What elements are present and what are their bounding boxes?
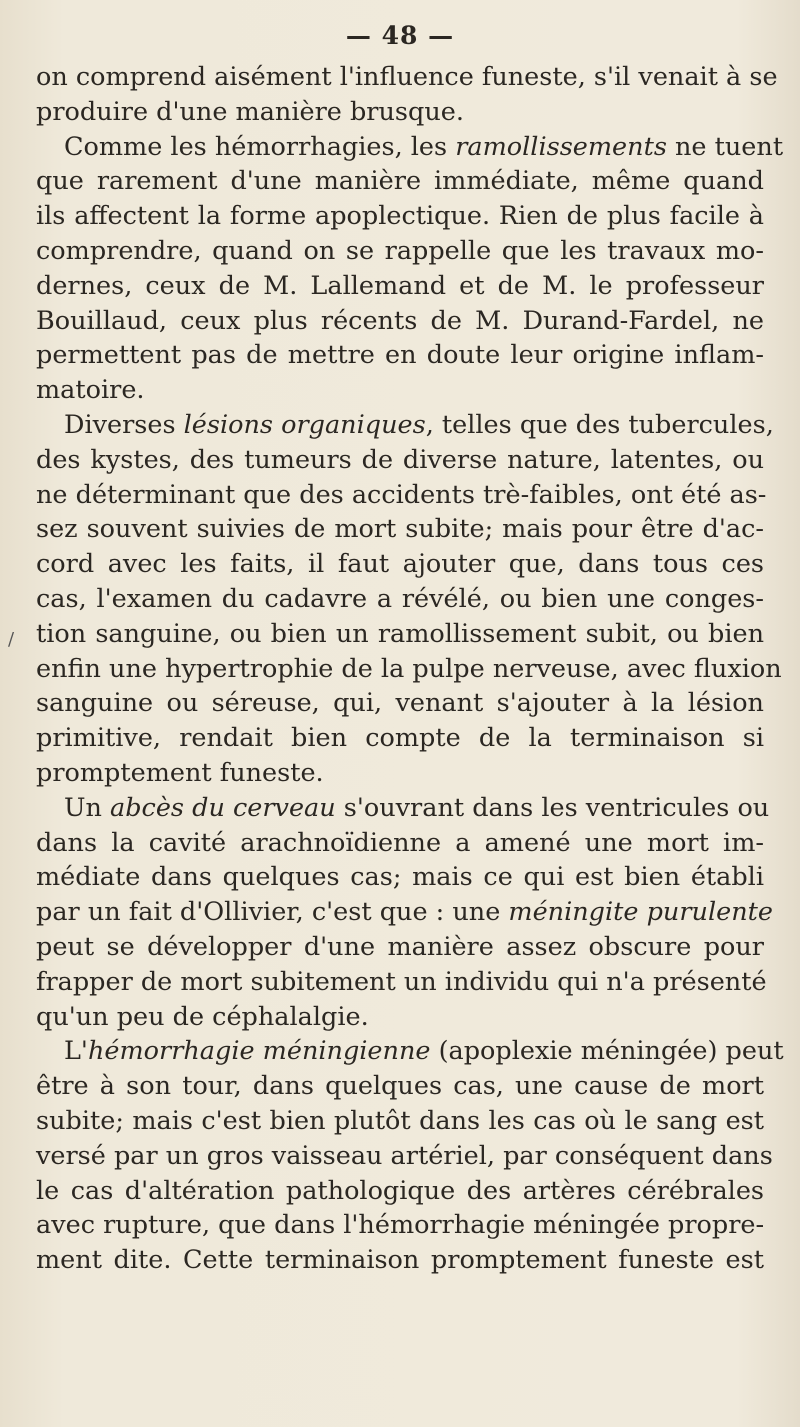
text-line: avec rupture, que dans l'hémorrhagie méningée propre- (36, 1210, 765, 1241)
margin-mark: / (8, 629, 15, 650)
text-line: cas, l'examen du cadavre a révélé, ou bien une conges- (36, 583, 764, 614)
italic-term: abcès du cerveau (110, 792, 336, 823)
text-line: enfin une hypertrophie de la pulpe nerveuse, avec fluxion (36, 653, 782, 684)
text-line: permettent pas de mettre en doute leur origine inflam- (36, 340, 764, 371)
text-line: dans la cavité arachnoïdienne a amené une mort im- (36, 827, 764, 858)
text-line: dernes, ceux de M. Lallemand et de M. le professeur (36, 270, 764, 301)
text-line: tion sanguine, ou bien un ramollissement subit, ou bien (36, 618, 764, 649)
text-line: que rarement d'une manière immédiate, même quand (36, 166, 764, 197)
text-line: sanguine ou séreuse, qui, venant s'ajouter à la lésion (36, 688, 764, 719)
text-line: Diverses lésions organiques, telles que des tubercules, (64, 409, 774, 440)
text-line: produire d'une manière brusque. (36, 96, 464, 127)
text-line: médiate dans quelques cas; mais ce qui est bien établi (36, 862, 764, 893)
italic-term: lésions organiques (183, 409, 426, 440)
text-line: ne déterminant que des accidents trè-faibles, ont été as- (36, 479, 767, 510)
text-line: primitive, rendait bien compte de la terminaison si (36, 723, 764, 754)
text-line: Bouillaud, ceux plus récents de M. Durand-Fardel, ne (36, 305, 764, 336)
text-line: matoire. (36, 375, 145, 406)
text-line: Comme les hémorrhagies, les ramollissements ne tuent (64, 131, 784, 162)
text-line: sez souvent suivies de mort subite; mais pour être d'ac- (36, 514, 764, 545)
text-line: cord avec les faits, il faut ajouter que, dans tous ces (36, 549, 764, 580)
text-line: peut se développer d'une manière assez obscure pour (36, 931, 764, 962)
text-line: subite; mais c'est bien plutôt dans les cas où le sang est (36, 1105, 764, 1136)
text-line: versé par un gros vaisseau artériel, par conséquent dans (36, 1140, 773, 1171)
text-line: par un fait d'Ollivier, c'est que : une méningite purulente (36, 897, 773, 928)
text-line: ment dite. Cette terminaison promptement funeste est (36, 1245, 764, 1276)
page-number: — 48 — (345, 21, 455, 50)
text-line: ils affectent la forme apoplectique. Rien de plus facile à (36, 201, 764, 232)
text-line: promptement funeste. (36, 757, 324, 788)
text-line: L'hémorrhagie méningienne (apoplexie méningée) peut (64, 1036, 784, 1067)
body-text (36, 60, 784, 1278)
text-line: Un abcès du cerveau s'ouvrant dans les ventricules ou (64, 792, 770, 823)
text-line: comprendre, quand on se rappelle que les travaux mo- (36, 235, 764, 266)
italic-term: hémorrhagie méningienne (87, 1036, 431, 1067)
text-line: on comprend aisément l'influence funeste, s'il venait à se (36, 62, 778, 92)
text-line: frapper de mort subitement un individu qui n'a présenté (36, 966, 767, 997)
italic-term: méningite purulente (508, 897, 773, 928)
text-line: être à son tour, dans quelques cas, une cause de mort (36, 1071, 764, 1102)
italic-term: ramollissements (455, 131, 667, 162)
text-line: des kystes, des tumeurs de diverse nature, latentes, ou (36, 444, 764, 475)
text-line: qu'un peu de céphalalgie. (36, 1001, 369, 1032)
text-line: le cas d'altération pathologique des artères cérébrales (36, 1175, 764, 1206)
